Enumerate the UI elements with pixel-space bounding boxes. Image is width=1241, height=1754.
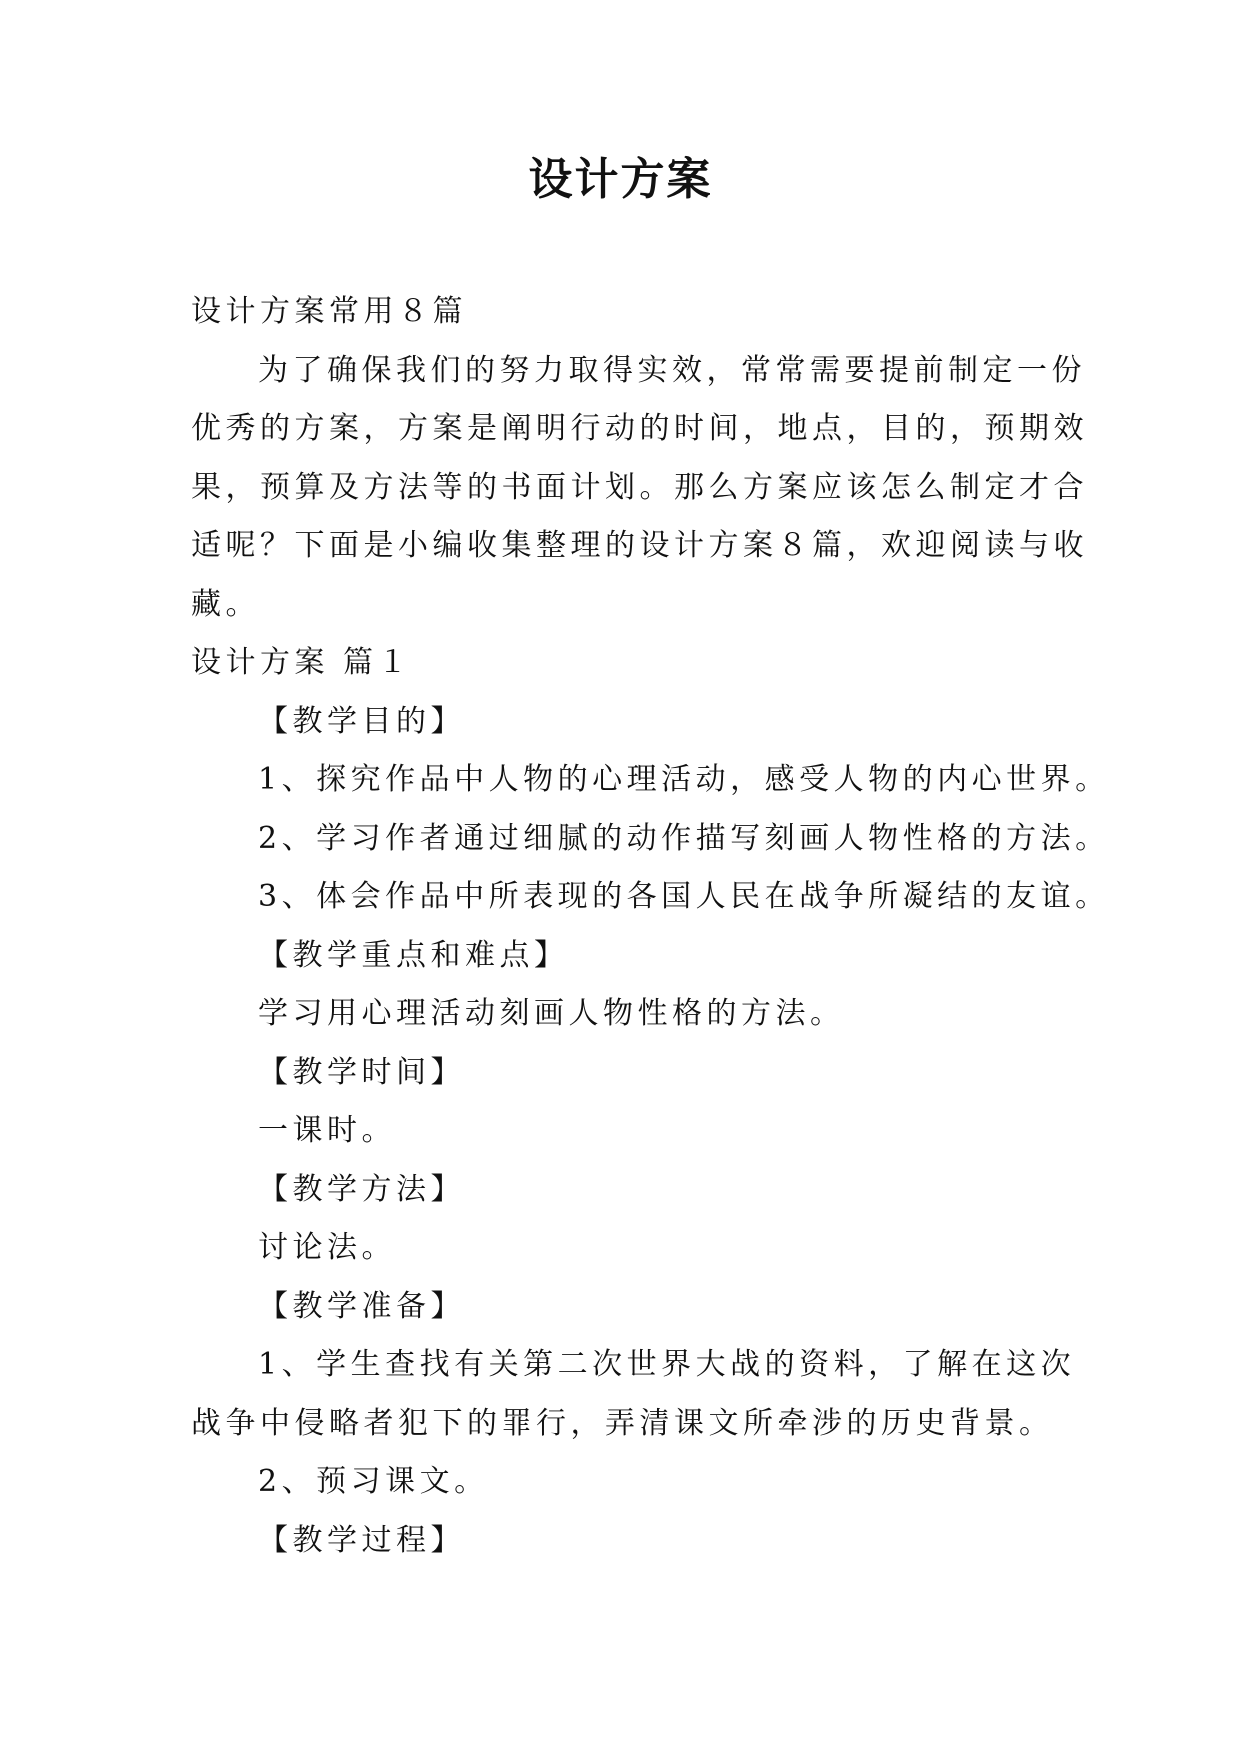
text-line: 2、学习作者通过细腻的动作描写刻画人物性格的方法。 [258,820,1110,856]
text-line: 设计方案常用８篇 [191,294,467,329]
text-line: 一课时。 [258,1113,396,1148]
text-line: 【教学过程】 [258,1522,465,1558]
text-line: 藏。 [191,586,260,622]
text-line: 【教学时间】 [258,1054,465,1090]
text-line: 优秀的方案，方案是阐明行动的时间，地点，目的，预期效 [191,411,1088,446]
text-line: 适呢？下面是小编收集整理的设计方案８篇，欢迎阅读与收 [191,528,1088,563]
text-line: 1、探究作品中人物的心理活动，感受人物的内心世界。 [258,762,1110,797]
text-line: 1、学生查找有关第二次世界大战的资料，了解在这次 [258,1347,1076,1382]
text-line: 为了确保我们的努力取得实效，常常需要提前制定一份 [258,352,1086,388]
text-line: 果，预算及方法等的书面计划。那么方案应该怎么制定才合 [191,469,1088,505]
text-line: 【教学重点和难点】 [258,937,569,973]
text-line: 【教学准备】 [258,1288,465,1324]
text-line: 【教学方法】 [258,1171,465,1207]
text-line: 讨论法。 [258,1230,396,1265]
text-line: 战争中侵略者犯下的罪行，弄清课文所牵涉的历史背景。 [191,1405,1054,1441]
text-line: 设计方案 篇１ [191,645,413,680]
document-body [191,283,1110,1570]
text-line: 学习用心理活动刻画人物性格的方法。 [258,996,845,1031]
text-line: 3、体会作品中所表现的各国人民在战争所凝结的友谊。 [258,879,1110,914]
text-line: 2、预习课文。 [258,1464,489,1499]
document-title: 设计方案 [528,154,713,205]
text-line: 【教学目的】 [258,703,465,739]
